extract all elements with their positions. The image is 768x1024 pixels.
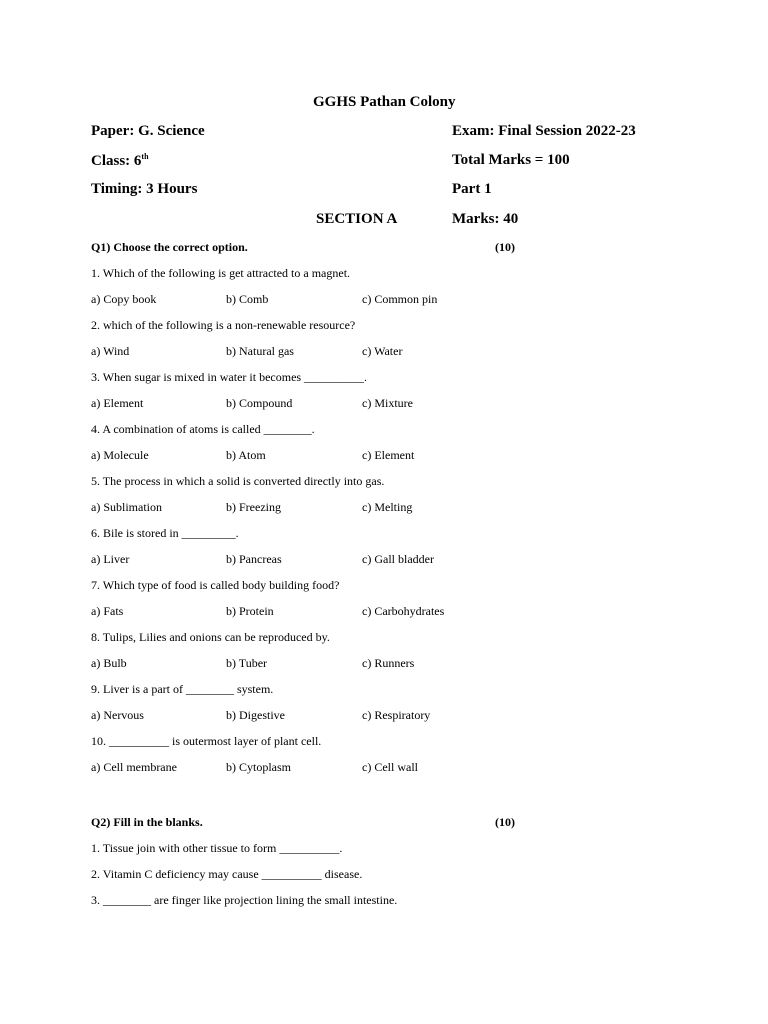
q1-option-a: a) Bulb	[91, 656, 127, 670]
q1-option-c: c) Carbohydrates	[362, 604, 445, 618]
q1-option-c: c) Respiratory	[362, 708, 431, 722]
q2-blank-1: 1. Tissue join with other tissue to form __________.	[91, 841, 343, 855]
q1-option-c: c) Common pin	[362, 292, 438, 306]
q1-option-b: b) Cytoplasm	[226, 760, 291, 774]
q1-option-c: c) Melting	[362, 500, 413, 514]
q1-question-7: 7. Which type of food is called body building food?	[91, 578, 340, 592]
q1-marks: (10)	[495, 240, 515, 254]
q1-option-c: c) Mixture	[362, 396, 413, 410]
q2-blank-3: 3. ________ are finger like projection lining the small intestine.	[91, 893, 398, 907]
q2-blank-2: 2. Vitamin C deficiency may cause __________ disease.	[91, 867, 363, 881]
part-label: Part 1	[452, 181, 492, 197]
q2-marks: (10)	[495, 815, 515, 829]
q1-question-4: 4. A combination of atoms is called ________.	[91, 422, 315, 436]
q1-option-a: a) Liver	[91, 552, 130, 566]
q1-option-b: b) Atom	[226, 448, 266, 462]
q1-option-b: b) Freezing	[226, 500, 281, 514]
q1-option-a: a) Sublimation	[91, 500, 162, 514]
q1-question-8: 8. Tulips, Lilies and onions can be reproduced by.	[91, 630, 330, 644]
q1-option-b: b) Natural gas	[226, 344, 294, 358]
q1-option-a: a) Molecule	[91, 448, 149, 462]
school-name: GGHS Pathan Colony	[313, 94, 456, 110]
q1-option-b: b) Protein	[226, 604, 274, 618]
q1-option-a: a) Wind	[91, 344, 130, 358]
q1-option-c: c) Water	[362, 344, 403, 358]
q1-option-b: b) Comb	[226, 292, 269, 306]
class-label	[91, 152, 149, 170]
total-marks: Total Marks = 100	[452, 152, 570, 168]
q1-heading: Q1) Choose the correct option.	[91, 240, 248, 254]
q1-option-c: c) Element	[362, 448, 415, 462]
q1-question-2: 2. which of the following is a non-renewable resource?	[91, 318, 356, 332]
q1-question-5: 5. The process in which a solid is converted directly into gas.	[91, 474, 385, 488]
q1-option-a: a) Fats	[91, 604, 124, 618]
q1-option-a: a) Cell membrane	[91, 760, 177, 774]
q1-option-c: c) Cell wall	[362, 760, 418, 774]
q1-question-3: 3. When sugar is mixed in water it becomes __________.	[91, 370, 368, 384]
q1-question-1: 1. Which of the following is get attracted to a magnet.	[91, 266, 351, 280]
q1-question-10: 10. __________ is outermost layer of plant cell.	[91, 734, 322, 748]
q1-question-9: 9. Liver is a part of ________ system.	[91, 682, 274, 696]
q1-option-b: b) Pancreas	[226, 552, 282, 566]
q1-option-a: a) Copy book	[91, 292, 157, 306]
q1-option-c: c) Gall bladder	[362, 552, 434, 566]
class-text: Class: 6	[91, 153, 142, 169]
class-superscript: th	[141, 152, 149, 161]
timing: Timing: 3 Hours	[91, 181, 198, 197]
q1-option-b: b) Tuber	[226, 656, 268, 670]
q1-question-6: 6. Bile is stored in _________.	[91, 526, 239, 540]
q1-option-a: a) Nervous	[91, 708, 144, 722]
section-title: SECTION A	[316, 211, 398, 227]
q2-heading: Q2) Fill in the blanks.	[91, 815, 203, 829]
q1-option-b: b) Compound	[226, 396, 293, 410]
q1-option-b: b) Digestive	[226, 708, 285, 722]
section-marks: Marks: 40	[452, 211, 519, 227]
q1-option-a: a) Element	[91, 396, 144, 410]
q1-option-c: c) Runners	[362, 656, 415, 670]
paper-subject: Paper: G. Science	[91, 123, 205, 139]
exam-session: Exam: Final Session 2022-23	[452, 123, 636, 139]
